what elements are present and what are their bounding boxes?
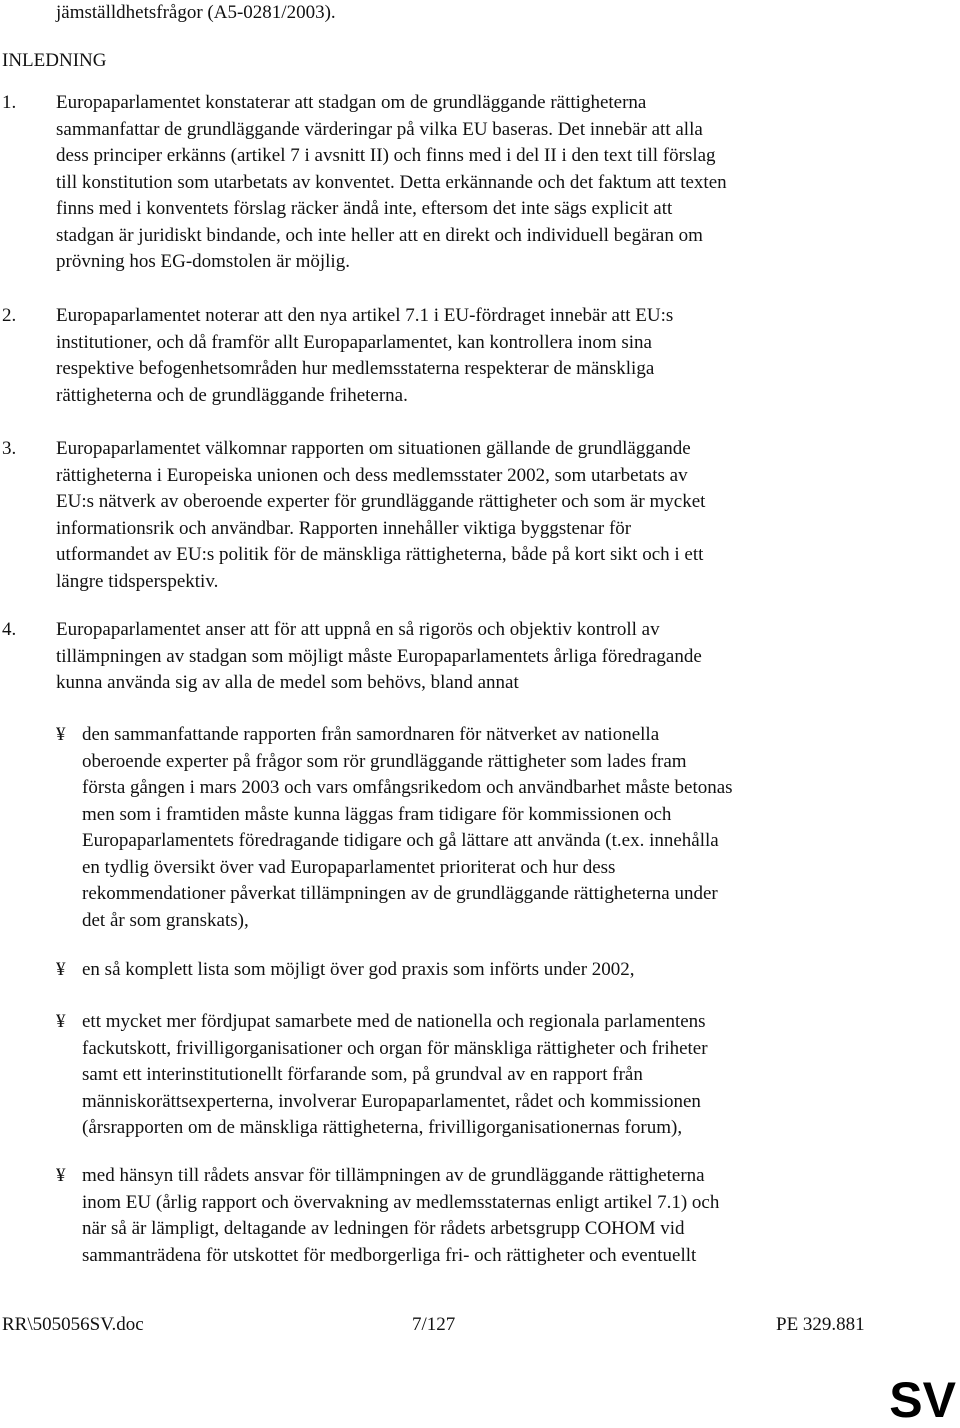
paragraph-text-line: prövning hos EG-domstolen är möjlig.	[56, 251, 350, 272]
bullet-marker: ¥	[56, 1165, 66, 1186]
bullet-text-line: fackutskott, frivilligorganisationer och organ för mänskliga rättigheter och friheter	[82, 1037, 708, 1059]
language-badge: SV	[889, 1372, 956, 1428]
bullet-text-line: men som i framtiden måste kunna läggas fram tidigare för kommissionen och	[82, 803, 672, 825]
paragraph-number: 2.	[2, 305, 17, 326]
bullet-marker: ¥	[56, 724, 66, 745]
paragraph-text-line: Europaparlamentet välkomnar rapporten om situationen gällande de grundläggande	[56, 438, 691, 459]
paragraph-text-line: rättigheterna i Europeiska unionen och dess medlemsstater 2002, som utarbetats av	[56, 464, 688, 486]
bullet-marker: ¥	[56, 959, 66, 980]
bullet-text-line: (årsrapporten om de mänskliga rättigheterna, frivilligorganisationernas forum),	[82, 1117, 683, 1138]
bullet-text-line: oberoende experter på frågor som rör grundläggande rättigheter som lades fram	[82, 750, 687, 772]
bullet-text-line: första gången i mars 2003 och vars omfångsrikedom och användbarhet måste betonas	[82, 777, 733, 798]
paragraph-text-line: Europaparlamentet anser att för att uppnå en så rigorös och objektiv kontroll av	[56, 619, 660, 640]
bullet-text-line: en så komplett lista som möjligt över god praxis som införts under 2002,	[82, 959, 635, 980]
paragraph-text-line: Europaparlamentet konstaterar att stadgan om de grundläggande rättigheterna	[56, 92, 647, 113]
paragraph-text-line: dess principer erkänns (artikel 7 i avsnitt II) och finns med i del II i den text till förslag	[56, 145, 716, 166]
paragraph-text-line: kunna använda sig av alla de medel som behövs, bland annat	[56, 672, 519, 693]
bullet-text-line: samt ett interinstitutionellt förfarande som, på grundval av en rapport från	[82, 1064, 643, 1085]
paragraph-text-line: finns med i konventets förslag räcker ändå inte, eftersom det inte sägs explicit att	[56, 198, 673, 219]
bullet-text-line: sammanträdena för utskottet för medborgerliga fri- och rättigheter och eventuellt	[82, 1244, 697, 1266]
paragraph-text-line: tillämpningen av stadgan som möjligt måste Europaparlamentets årliga föredragande	[56, 645, 702, 667]
section-heading: INLEDNING	[2, 50, 107, 71]
bullet-text-line: det år som granskats),	[82, 909, 249, 931]
paragraph-text-line: till konstitution som utarbetats av konventet. Detta erkännande och det faktum att texten	[56, 171, 727, 193]
bullet-text-line: rekommendationer påverkat tillämpningen av de grundläggande rättigheterna under	[82, 883, 718, 904]
paragraph-text-line: informationsrik och användbar. Rapporten innehåller viktiga byggstenar för	[56, 517, 632, 539]
bullet-text-line: inom EU (årlig rapport och övervakning av medlemsstaternas enligt artikel 7.1) och	[82, 1191, 720, 1213]
footer-doc-ref: RR\505056SV.doc	[2, 1314, 144, 1335]
paragraph-text-line: längre tidsperspektiv.	[56, 570, 219, 592]
paragraph-text-line: stadgan är juridiskt bindande, och inte heller att en direkt och individuell begäran om	[56, 224, 703, 246]
paragraph-text-line: EU:s nätverk av oberoende experter för grundläggande rättigheter och som är mycket	[56, 491, 706, 512]
paragraph-text-line: institutioner, och då framför allt Europaparlamentet, kan kontrollera inom sina	[56, 331, 652, 353]
footer-pe-number: PE 329.881	[776, 1314, 865, 1335]
paragraph-number: 3.	[2, 438, 17, 459]
intro-line: jämställdhetsfrågor (A5-0281/2003).	[56, 2, 336, 23]
footer-page-number: 7/127	[412, 1314, 456, 1335]
bullet-text-line: en tydlig översikt över vad Europaparlamentet prioriterat och hur dess	[82, 856, 616, 878]
paragraph-text-line: respektive befogenhetsområden hur medlemsstaterna respekterar de mänskliga	[56, 358, 655, 379]
bullet-text-line: ett mycket mer fördjupat samarbete med de nationella och regionala parlamentens	[82, 1011, 706, 1032]
paragraph-text-line: utformandet av EU:s politik för de mänskliga rättigheterna, både på kort sikt och i ett	[56, 544, 704, 565]
paragraph-text-line: rättigheterna och de grundläggande friheterna.	[56, 384, 408, 406]
bullet-text-line: med hänsyn till rådets ansvar för tillämpningen av de grundläggande rättigheterna	[82, 1165, 705, 1186]
bullet-marker: ¥	[56, 1011, 66, 1032]
bullet-text-line: människorättsexperterna, involverar Europaparlamentet, rådet och kommissionen	[82, 1090, 701, 1112]
bullet-text-line: när så är lämpligt, deltagande av ledningen för rådets arbetsgrupp COHOM vid	[82, 1218, 685, 1239]
bullet-text-line: Europaparlamentets föredragande tidigare och gå lättare att använda (t.ex. innehålla	[82, 830, 719, 851]
paragraph-text-line: Europaparlamentet noterar att den nya artikel 7.1 i EU-fördraget innebär att EU:s	[56, 305, 674, 326]
paragraph-number: 1.	[2, 92, 17, 113]
paragraph-number: 4.	[2, 619, 17, 640]
bullet-text-line: den sammanfattande rapporten från samordnaren för nätverket av nationella	[82, 724, 660, 745]
paragraph-text-line: sammanfattar de grundläggande värderingar på vilka EU baseras. Det innebär att alla	[56, 118, 703, 140]
